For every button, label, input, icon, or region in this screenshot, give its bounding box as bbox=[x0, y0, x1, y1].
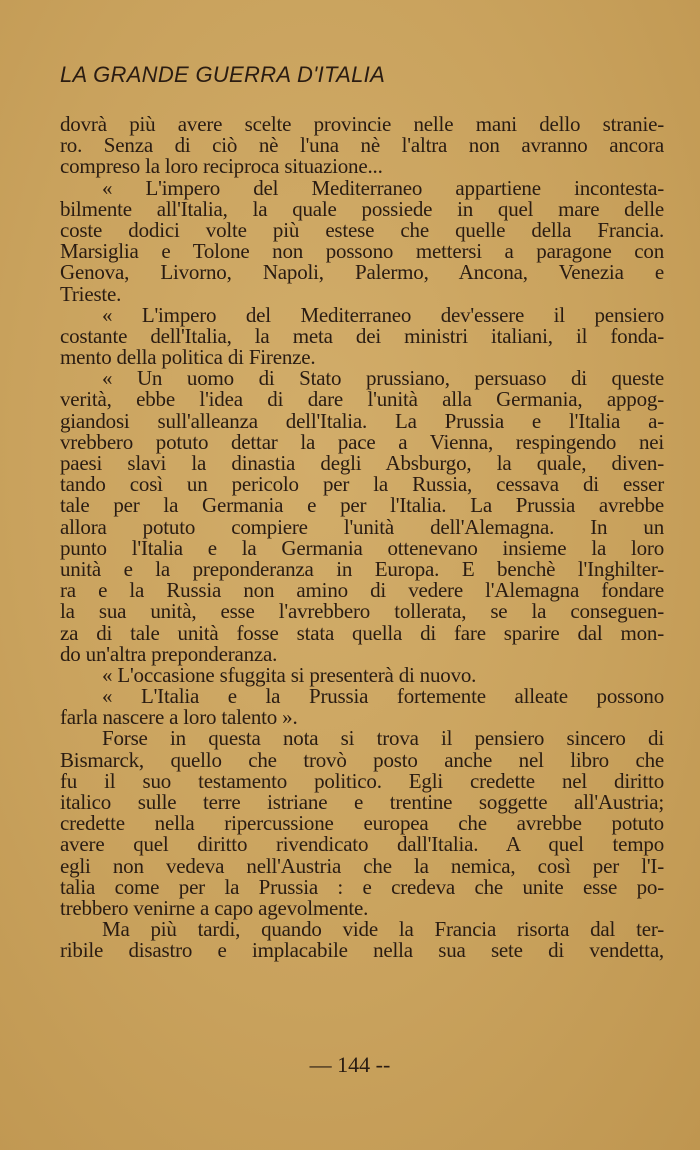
text-line: Trieste. bbox=[60, 281, 122, 306]
text-line: farla nascere a loro talento ». bbox=[60, 705, 298, 730]
text-line: bilmente all'Italia, la quale possiede in quel mare delle bbox=[60, 196, 664, 221]
text-line: dovrà più avere scelte provincie nelle mani dello stranie- bbox=[60, 112, 664, 136]
text-line: « L'Italia e la Prussia fortemente alleate possono bbox=[102, 684, 664, 709]
text-line: Bismarck, quello che trovò posto anche nel libro che bbox=[60, 747, 664, 772]
text-line: Ma più tardi, quando vide la Francia risorta dal ter- bbox=[102, 917, 664, 942]
text-line: mento della politica di Firenze. bbox=[60, 345, 316, 370]
text-line: paesi slavi la dinastia degli Absburgo, la quale, diven- bbox=[60, 451, 664, 475]
text-line: ro. Senza di ciò nè l'una nè l'altra non avranno ancora bbox=[60, 133, 664, 158]
text-line: credette nella ripercussione europea che avrebbe potuto bbox=[60, 811, 664, 836]
page-number: — 144 -- bbox=[309, 1052, 391, 1077]
text-line: « Un uomo di Stato prussiano, persuaso di queste bbox=[102, 366, 664, 391]
text-line: Genova, Livorno, Napoli, Palermo, Ancona, Venezia e bbox=[60, 260, 664, 285]
text-line: allora potuto compiere l'unità dell'Alemagna. In un bbox=[60, 514, 664, 539]
text-line: vrebbero potuto dettar la pace a Vienna, respingendo nei bbox=[60, 429, 664, 454]
body-text bbox=[60, 114, 664, 962]
text-line: coste dodici volte più estese che quelle della Francia. bbox=[60, 217, 664, 242]
text-line: za di tale unità fosse stata quella di fare sparire dal mon- bbox=[60, 620, 664, 645]
text-line: giandosi sull'alleanza dell'Italia. La Prussia e l'Italia a- bbox=[60, 408, 664, 433]
text-line: egli non vedeva nell'Austria che la nemica, così per l'I- bbox=[60, 853, 664, 878]
text-line: costante dell'Italia, la meta dei ministri italiani, il fonda- bbox=[60, 323, 664, 348]
text-line: ra e la Russia non amino di vedere l'Alemagna fondare bbox=[60, 578, 664, 603]
text-line: talia come per la Prussia : e credeva che unite esse po- bbox=[60, 874, 664, 899]
text-line: « L'impero del Mediterraneo appartiene incontesta- bbox=[102, 175, 664, 200]
text-line: « L'occasione sfuggita si presenterà di nuovo. bbox=[102, 662, 477, 687]
text-line: ribile disastro e implacabile nella sua sete di vendetta, bbox=[60, 938, 664, 963]
text-line: italico sulle terre istriane e trentine soggette all'Austria; bbox=[60, 790, 664, 814]
text-line: compreso la loro reciproca situazione... bbox=[60, 154, 383, 179]
text-line: punto l'Italia e la Germania ottenevano insieme la loro bbox=[60, 535, 664, 560]
running-head: LA GRANDE GUERRA D'ITALIA bbox=[60, 62, 386, 87]
text-line: fu il suo testamento politico. Egli credette nel diritto bbox=[60, 768, 664, 793]
text-line: do un'altra preponderanza. bbox=[60, 641, 278, 666]
text-line: unità e la preponderanza in Europa. E benchè l'Inghilter- bbox=[60, 556, 664, 581]
text-line: avere quel diritto rivendicato dall'Italia. A quel tempo bbox=[60, 832, 664, 857]
text-line: tando così un pericolo per la Russia, cessava di esser bbox=[60, 472, 664, 497]
text-line: la sua unità, esse l'avrebbero tollerata, se la conseguen- bbox=[60, 599, 664, 624]
text-line: Marsiglia e Tolone non possono mettersi a paragone con bbox=[60, 239, 664, 264]
text-line: verità, ebbe l'idea di dare l'unità alla Germania, appog- bbox=[60, 387, 664, 412]
text-line: trebbero venirne a capo agevolmente. bbox=[60, 895, 369, 920]
text-line: Forse in questa nota si trova il pensiero sincero di bbox=[102, 726, 664, 751]
text-line: tale per la Germania e per l'Italia. La Prussia avrebbe bbox=[60, 493, 664, 518]
text-line: « L'impero del Mediterraneo dev'essere il pensiero bbox=[102, 302, 664, 327]
